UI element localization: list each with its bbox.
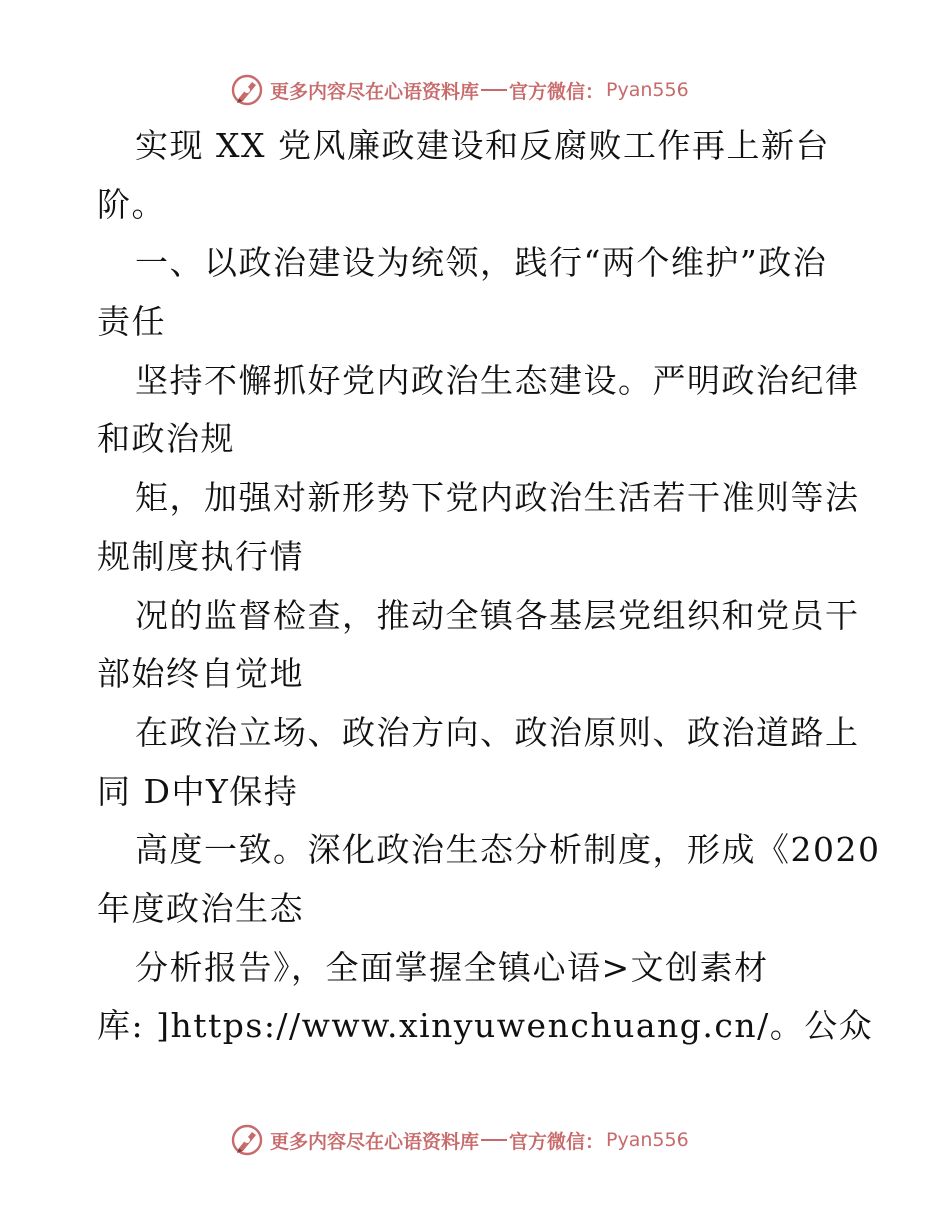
body-line: 分析报告》，全面掌握全镇心语>文创素材 <box>135 947 769 987</box>
header-banner <box>230 72 730 108</box>
body-line: 高度一致。深化政治生态分析制度，形成《2020 <box>135 830 881 870</box>
body-line: 同 D中Y保持 <box>97 771 299 811</box>
footer-banner-official-label: 官方微信： <box>509 1130 605 1153</box>
footer-banner-text: 更多内容尽在心语资料库 <box>270 1130 480 1153</box>
body-line: 阶。 <box>97 184 166 224</box>
body-line: 在政治立场、政治方向、政治原则、政治道路上 <box>135 712 860 752</box>
header-banner-official-label: 官方微信： <box>509 80 605 103</box>
section-heading-continued: 责任 <box>97 302 166 342</box>
body-line: 和政治规 <box>97 419 235 459</box>
body-line: 实现 XX 党风廉政建设和反腐败工作再上新台 <box>135 126 830 165</box>
header-banner-text: 更多内容尽在心语资料库 <box>270 80 480 103</box>
pen-logo-icon <box>230 73 264 107</box>
document-body <box>97 117 881 1056</box>
body-line: 矩，加强对新形势下党内政治生活若干准则等法 <box>135 478 860 518</box>
body-line-url: 库: ]https://www.xinyuwenchuang.cn/。公众 <box>97 1006 874 1046</box>
section-heading: 一、以政治建设为统领，践行“两个维护”政治 <box>135 243 828 283</box>
footer-banner-dash <box>481 1139 507 1141</box>
body-line: 年度政治生态 <box>97 888 304 928</box>
body-line: 规制度执行情 <box>97 536 304 576</box>
footer-banner <box>230 1122 730 1158</box>
body-line: 况的监督检查，推动全镇各基层党组织和党员干 <box>135 595 860 635</box>
body-line: 部始终自觉地 <box>97 654 304 694</box>
pen-logo-icon <box>230 1123 264 1157</box>
header-banner-wechat-id: Pyan556 <box>606 79 689 101</box>
body-line: 坚持不懈抓好党内政治生态建设。严明政治纪律 <box>135 360 860 400</box>
footer-banner-wechat-id: Pyan556 <box>606 1129 689 1151</box>
header-banner-dash <box>481 89 507 91</box>
